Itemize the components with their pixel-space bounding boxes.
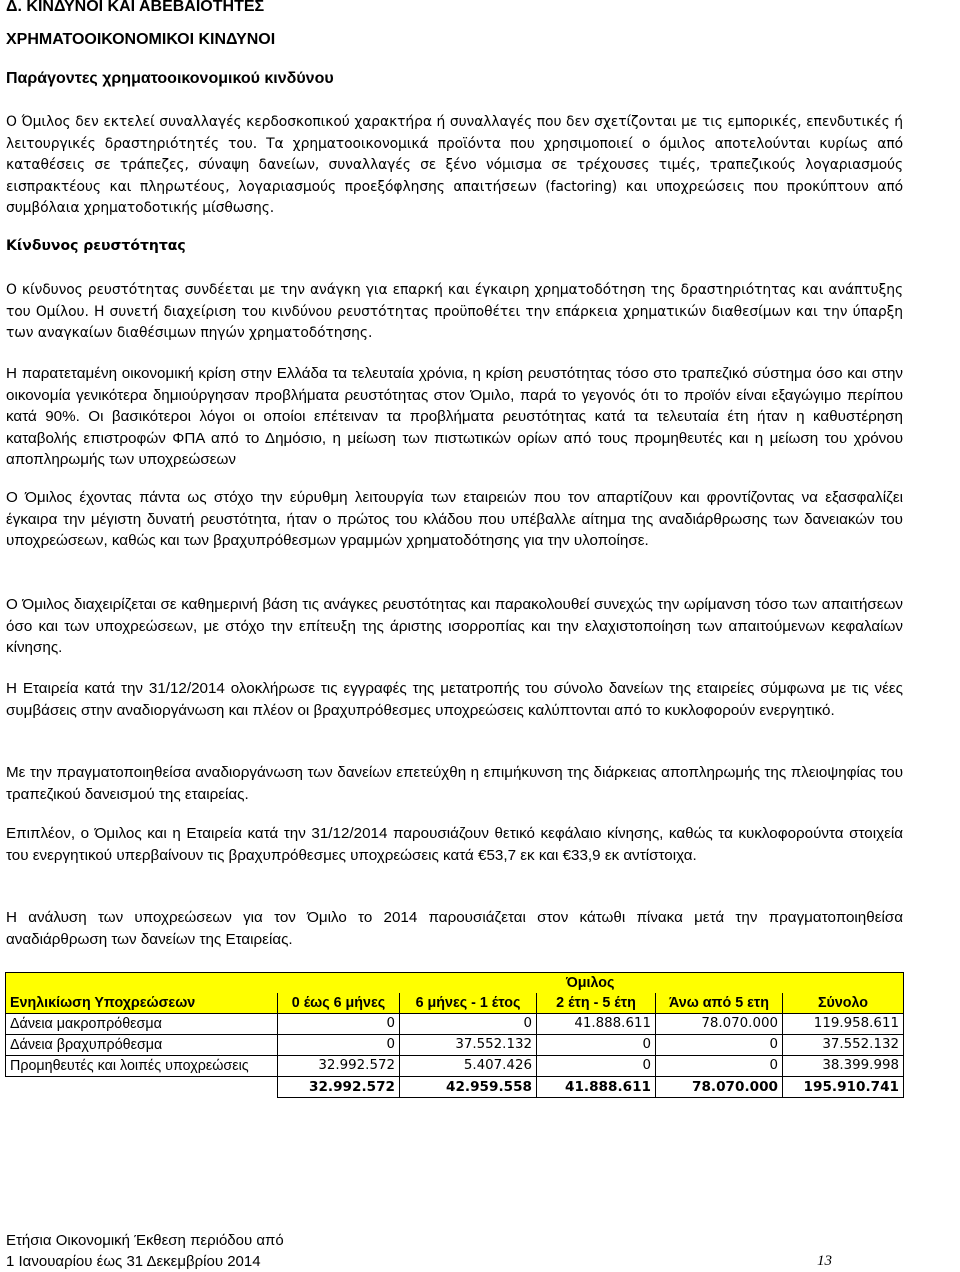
column-header: 6 μήνες - 1 έτος bbox=[400, 993, 537, 1014]
table-cell: 41.888.611 bbox=[537, 1014, 656, 1035]
column-header: Ενηλικίωση Υποχρεώσεων bbox=[6, 993, 278, 1014]
table-cell: 119.958.611 bbox=[783, 1014, 904, 1035]
table-header-row bbox=[6, 993, 904, 1014]
total-cell: 42.959.558 bbox=[400, 1077, 537, 1098]
row-label: Δάνεια βραχυπρόθεσμα bbox=[6, 1035, 278, 1056]
group-label: Όμιλος bbox=[278, 973, 904, 994]
liquidity-definition-paragraph: Ο κίνδυνος ρευστότητας συνδέεται με την ανάγκη για επαρκή και έγκαιρη χρηματοδότηση της δραστηριότητας και ανάπτυξης του Ομίλου. Η συνετή διαχείριση του κινδύνου ρευστότητας προϋποθέτει την επάρκεια χρηματικών διαθεσίμων και την ύπαρξη των αναγκαίων διαθέσιμων πηγών χρηματοδότησης. bbox=[6, 282, 903, 341]
table-cell: 5.407.426 bbox=[400, 1056, 537, 1077]
column-header: 2 έτη - 5 έτη bbox=[537, 993, 656, 1014]
column-header: 0 έως 6 μήνες bbox=[278, 993, 400, 1014]
column-header: Σύνολο bbox=[783, 993, 904, 1014]
row-label: Δάνεια μακροπρόθεσμα bbox=[6, 1014, 278, 1035]
crisis-paragraph: Η παρατεταμένη οικονομική κρίση στην Ελλάδα τα τελευταία χρόνια, η κρίση ρευστότητας τόσο στο τραπεζικό σύστημα όσο και στην οικονομία γενικότερα δημιούργησαν προβλήματα ρευστότητας στον Όμιλο, παρά το γεγονός ότι το προϊόν είναι εξαγώγιμο περίπου κατά 90%. Οι βασικότεροι λόγοι οι οποίοι επέτειναν τα προβλήματα ρευστότητας κατά τα τελευταία έτη ήταν η καθυστέρηση καταβολής επιστροφών ΦΠΑ από το Δημόσιο, η μείωση των πιστωτικών ορίων από τους προμηθευτές και η μείωση του χρόνου αποπληρωμής των υποχρεώσεων bbox=[6, 365, 903, 469]
footer-report-period: 1 Ιανουαρίου έως 31 Δεκεμβρίου 2014 bbox=[6, 1253, 261, 1270]
column-header: Άνω από 5 ετη bbox=[656, 993, 783, 1014]
total-label bbox=[6, 1077, 278, 1098]
daily-management-paragraph: Ο Όμιλος διαχειρίζεται σε καθημερινή βάση τις ανάγκες ρευστότητας και παρακολουθεί συνεχώς την ωρίμανση τόσο των απαιτήσεων όσο και των υποχρεώσεων, με στόχο την επίτευξη της άριστης ισορροπίας και την ελαχιστοποίηση των απαιτούμενων κεφαλαίων κίνησης. bbox=[6, 596, 903, 657]
loan-extension-paragraph: Με την πραγματοποιηθείσα αναδιοργάνωση των δανείων επετεύχθη η επιμήκυνση της διάρκειας αποπληρωμής της πλειοψηφίας του τραπεζικού δανεισμού της εταιρείας. bbox=[6, 764, 903, 803]
table-cell: 0 bbox=[278, 1035, 400, 1056]
total-cell: 78.070.000 bbox=[656, 1077, 783, 1098]
loan-conversion-paragraph: Η Εταιρεία κατά την 31/12/2014 ολοκλήρωσε τις εγγραφές της μετατροπής του σύνολο δανείων της εταιρείες σύμφωνα με τις νέες συμβάσεις στην αναδιοργάνωση και πλέον οι βραχυπρόθεσμες υποχρεώσεις καλύπτονται από το κυκλοφορούν ενεργητικό. bbox=[6, 680, 903, 719]
total-cell: 41.888.611 bbox=[537, 1077, 656, 1098]
liabilities-maturity-table bbox=[5, 972, 904, 1098]
table-cell: 0 bbox=[278, 1014, 400, 1035]
footer-report-title: Ετήσια Οικονομική Έκθεση περιόδου από bbox=[6, 1232, 284, 1249]
table-cell: 0 bbox=[656, 1035, 783, 1056]
risk-factors-paragraph: Ο Όμιλος δεν εκτελεί συναλλαγές κερδοσκοπικού χαρακτήρα ή συναλλαγές που δεν σχετίζονται με τις εμπορικές, επενδυτικές ή λειτουργικές δραστηριότητές του. Τα χρηματοοικονομικά προϊόντα που χρησιμοποιεί ο όμιλος αποτελούνται κυρίως από καταθέσεις σε τράπεζες, σύναψη δανείων, συναλλαγές σε ξένο νόμισμα σε τρέχουσες τιμές, τραπεζικούς λογαριασμούς εισπρακτέους και πληρωτέους, λογαριασμούς προεξόφλησης απαιτήσεων (factoring) και υποχρεώσεις που προκύπτουν από συμβόλαια χρηματοδοτικής μίσθωσης. bbox=[6, 114, 903, 216]
total-cell: 195.910.741 bbox=[783, 1077, 904, 1098]
table-cell: 32.992.572 bbox=[278, 1056, 400, 1077]
table-cell: 0 bbox=[656, 1056, 783, 1077]
table-row bbox=[6, 1035, 904, 1056]
table-row bbox=[6, 1056, 904, 1077]
total-cell: 32.992.572 bbox=[278, 1077, 400, 1098]
table-cell: 78.070.000 bbox=[656, 1014, 783, 1035]
table-cell: 0 bbox=[400, 1014, 537, 1035]
risk-factors-heading: Παράγοντες χρηματοοικονομικού κινδύνου bbox=[6, 70, 334, 87]
table-cell: 37.552.132 bbox=[400, 1035, 537, 1056]
table-cell: 0 bbox=[537, 1056, 656, 1077]
table-row bbox=[6, 1014, 904, 1035]
restructuring-request-paragraph: Ο Όμιλος έχοντας πάντα ως στόχο την εύρυθμη λειτουργία των εταιρειών που τον απαρτίζουν και φροντίζοντας να εξασφαλίζει έγκαιρα την μέγιστη δυνατή ρευστότητα, ήταν ο πρώτος του κλάδου που υπέβαλλε αίτημα της αναδιάρθρωσης των δανειακών του υποχρεώσεων, καθώς και των βραχυπρόθεσμων γραμμών χρηματοδότησης για την υλοποίησε. bbox=[6, 489, 903, 550]
working-capital-paragraph: Επιπλέον, ο Όμιλος και η Εταιρεία κατά την 31/12/2014 παρουσιάζουν θετικό κεφάλαιο κίνησης, καθώς τα κυκλοφορούντα στοιχεία του ενεργητικού υπερβαίνουν τις βραχυπρόθεσμες υποχρεώσεις κατά €53,7 εκ και €33,9 εκ αντίστοιχα. bbox=[6, 825, 903, 864]
table-cell: 38.399.998 bbox=[783, 1056, 904, 1077]
financial-risks-heading: ΧΡΗΜΑΤΟΟΙΚΟΝΟΜΙΚΟΙ ΚΙΝΔΥΝΟΙ bbox=[6, 31, 276, 48]
table-group-row bbox=[6, 973, 904, 994]
liquidity-risk-heading: Κίνδυνος ρευστότητας bbox=[6, 238, 186, 254]
table-intro-paragraph: Η ανάλυση των υποχρεώσεων για τον Όμιλο το 2014 παρουσιάζεται στον κάτωθι πίνακα μετά την πραγματοποιηθείσα αναδιάρθρωση των δανείων της Εταιρείας. bbox=[6, 909, 903, 948]
table-cell: 0 bbox=[537, 1035, 656, 1056]
table-cell: 37.552.132 bbox=[783, 1035, 904, 1056]
row-label: Προμηθευτές και λοιπές υποχρεώσεις bbox=[6, 1056, 278, 1077]
page-number: 13 bbox=[817, 1253, 832, 1269]
table-total-row bbox=[6, 1077, 904, 1098]
section-heading: Δ. ΚΙΝΔΥΝΟΙ ΚΑΙ ΑΒΕΒΑΙΟΤΗΤΕΣ bbox=[6, 0, 265, 15]
